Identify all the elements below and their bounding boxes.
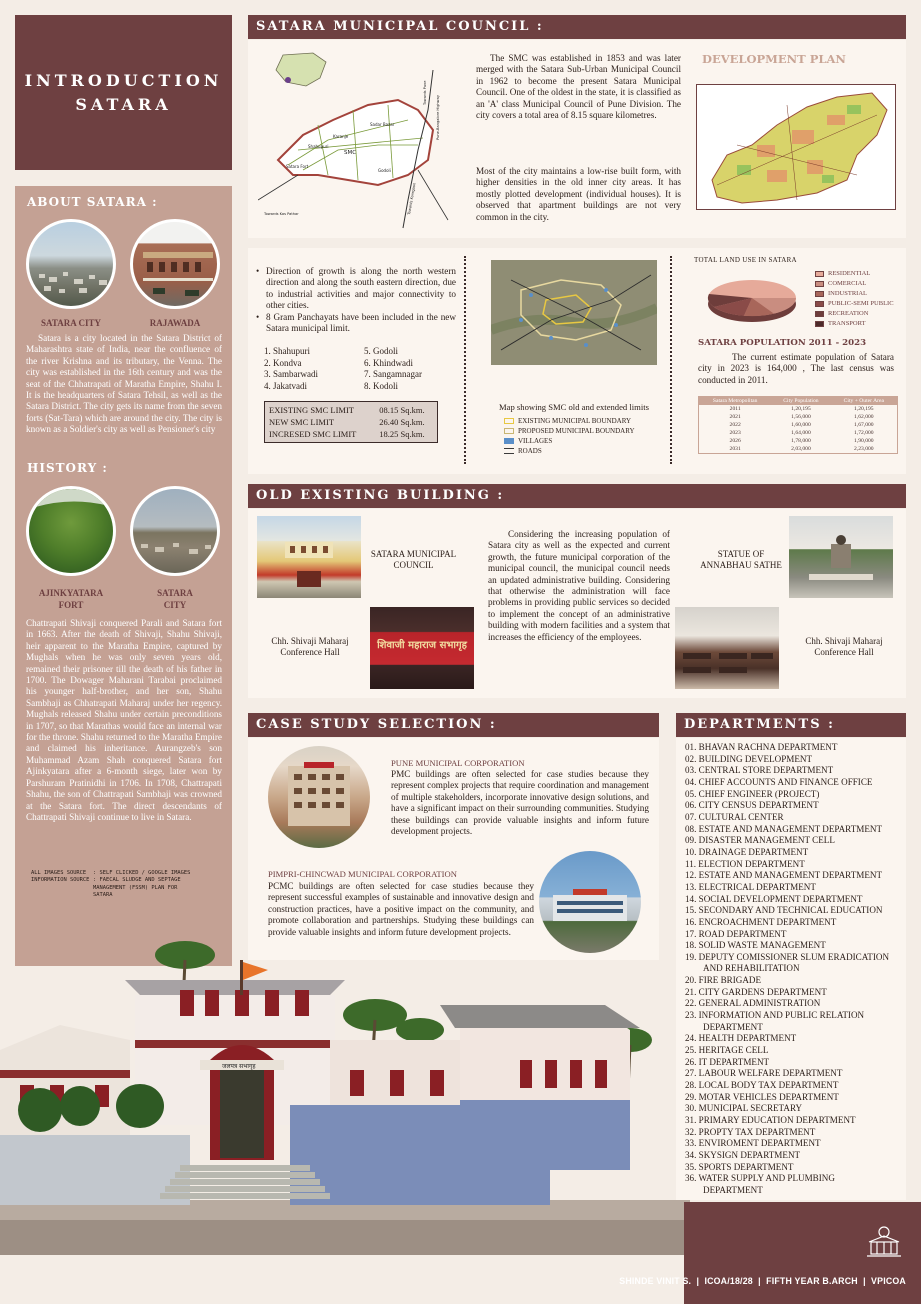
department-item: 31. PRIMARY EDUCATION DEPARTMENT [685, 1115, 856, 1125]
map-label-koregaon: Towards Koregaon [407, 182, 417, 216]
village-8: 8. Kodoli [364, 380, 399, 391]
caption-statue-1: STATUE OF [717, 549, 765, 559]
pop-h-3: City + Outer Area [843, 398, 884, 404]
caption-council-1: SATARA MUNICIPAL [370, 549, 457, 559]
footer-credit: SHINDE VINIT S. | ICOA/18/28 | FIFTH YEAR B.ARCH | VPICOA [619, 1276, 906, 1286]
landuse-public: PUBLIC-SEMI PUBLIC [828, 300, 894, 307]
department-item: 19. DEPUTY COMISSIONER SLUM ERADICATION [685, 951, 890, 962]
pop-city: 1,56,000 [791, 414, 811, 420]
department-item: 18. SOLID WASTE MANAGEMENT [685, 940, 826, 951]
department-item: 04. CHIEF ACCOUNTS AND FINANCE OFFICE [685, 776, 873, 787]
map-label-sadar: Sadar Bazar [370, 122, 395, 127]
limit-value: 26.40 Sq.km. [379, 417, 425, 427]
source-label-2: INFORMATION SOURCE [31, 877, 90, 884]
pop-h-2: City Population [783, 398, 819, 404]
pop-outer: 1,67,000 [854, 422, 874, 428]
caption-statue-2: ANNABHAU SATHE [700, 560, 782, 570]
limit-label: EXISTING SMC LIMIT [269, 405, 354, 415]
pop-city: 1,78,000 [791, 438, 811, 444]
pop-outer: 1,20,195 [854, 406, 874, 412]
pop-outer: 1,90,000 [854, 438, 874, 444]
smc-banner: SATARA MUNICIPAL COUNCIL : [248, 15, 906, 39]
landuse-legend-item [815, 310, 894, 317]
limit-row [265, 416, 437, 428]
case-study-banner: CASE STUDY SELECTION : [248, 713, 659, 737]
departments-banner: DEPARTMENTS : [676, 713, 906, 737]
legend-existing-label: EXISTING MUNICIPAL BOUNDARY [518, 417, 632, 425]
landuse-transport: TRANSPORT [828, 320, 866, 327]
landuse-recreation: RECREATION [828, 310, 869, 317]
pop-year: 2011 [729, 406, 741, 412]
map-label-karanje: Karanje [333, 134, 349, 139]
old-building-text: Considering the increasing population of Satara city as well as the expected and current growth, the future municipal corporation of the municipal council, the municipal council needs an updated administrative building. Considering that otherwise the administration will face problems in providing public services so decided to implement the concept of an administrative building with modern facilities and a system that increases the efficiency of the employees. [488, 529, 670, 642]
department-item: 02. BUILDING DEVELOPMENT [685, 753, 813, 764]
department-item: 09. DISASTER MANAGEMENT CELL [685, 835, 835, 846]
smc-text-2: Most of the city maintains a low-rise built form, with higher densities in the old inner city areas. It has mostly plotted development (individual houses). It is observed that apartment buildings are not very common in the city. [476, 166, 681, 222]
caption-hall-left-2: Conference Hall [280, 647, 340, 657]
college-logo-icon [863, 1224, 905, 1260]
department-item: 07. CULTURAL CENTER [685, 811, 784, 822]
village-list [264, 346, 454, 392]
department-item: DEPARTMENT [703, 1184, 763, 1195]
caption-rajawada: RAJAWADA [149, 318, 201, 328]
caption-satara-city: SATARA CITY [41, 318, 101, 328]
landuse-residential: RESIDENTIAL [828, 270, 871, 277]
satara-city-photo-2 [130, 486, 220, 576]
population-row [699, 437, 898, 445]
landuse-title: TOTAL LAND USE IN SATARA [694, 256, 797, 264]
department-item: 14. SOCIAL DEVELOPMENT DEPARTMENT [685, 893, 863, 904]
department-item: 10. DRAINAGE DEPARTMENT [685, 846, 809, 857]
map-label-shahupuri: Shahupuri [308, 144, 329, 149]
pop-city: 1,20,195 [791, 406, 811, 412]
old-building-banner: OLD EXISTING BUILDING : [248, 484, 906, 508]
population-title: SATARA POPULATION 2011 - 2023 [698, 338, 867, 348]
history-heading: HISTORY : [27, 461, 108, 475]
caption-ajinkyatara-1: AJINKYATARA [38, 588, 104, 598]
growth-bullets [256, 266, 456, 334]
pop-city: 1,64,000 [791, 430, 811, 436]
department-item: 12. ESTATE AND MANAGEMENT DEPARTMENT [685, 870, 883, 881]
village-6: 6. Khindwadi [364, 357, 413, 368]
landuse-legend-item [815, 280, 894, 287]
pmc-text: PMC buildings are often selected for case studies because they represent complex projects that require coordination and management of multiple stakeholders, incorporate innovative design solutions, and have a significant impact on their surrounding communities. Studying these buildings can provide valuable insights and inform future development projects. [391, 769, 649, 837]
limit-row [265, 404, 437, 416]
department-item: 28. LOCAL BODY TAX DEPARTMENT [685, 1080, 839, 1091]
department-item: 35. SPORTS DEPARTMENT [685, 1161, 794, 1172]
population-row [699, 429, 898, 437]
hall-sign-text: शिवाजी महाराज सभागृह [377, 640, 467, 651]
satara-location-map [258, 50, 468, 230]
departments-card [676, 738, 906, 1200]
department-item: 24. HEALTH DEPARTMENT [685, 1033, 797, 1044]
department-item: 13. ELECTRICAL DEPARTMENT [685, 881, 816, 892]
growth-bullet-2-text: 8 Gram Panchayats have been included in the new Satara municipal limit. [266, 311, 456, 334]
population-row [699, 421, 898, 429]
department-item: 26. IT DEPARTMENT [685, 1056, 770, 1067]
smc-card [248, 40, 906, 238]
landuse-commercial: COMERCIAL [828, 280, 867, 287]
department-item: 21. CITY GARDENS DEPARTMENT [685, 986, 827, 997]
legend-proposed-label: PROPOSED MUNICIPAL BOUNDARY [518, 427, 635, 435]
map-label-fort: Satara Fort [286, 164, 309, 169]
smc-text-1: The SMC was established in 1853 and was later merged with the Satara Sub-Urban Municipal Council in 1962 to become the present Satara Municipal Council. One of the oldest in the state, it is classified as an 'A' class Municipal Council of Pune Division. The city covers a total area of 8.15 square kilometres. [476, 53, 681, 121]
caption-hall-right-1: Chh. Shivaji Maharaj [805, 636, 883, 646]
pop-city: 2,03,000 [791, 446, 811, 452]
village-3: 3. Sambarwadi [264, 369, 318, 379]
growth-bullet-2: • 8 Gram Panchayats have been included in the new Satara municipal limit. [256, 311, 456, 334]
map-legend [504, 417, 635, 455]
limit-label: INCRESED SMC LIMIT [269, 429, 357, 439]
pop-outer: 2,23,000 [854, 446, 874, 452]
caption-hall-right-2: Conference Hall [814, 647, 874, 657]
pop-year: 2026 [729, 438, 741, 444]
legend-item-roads [504, 447, 635, 455]
limit-value: 18.25 Sq.km. [379, 429, 425, 439]
municipal-building-illustration [0, 920, 690, 1255]
ajinkyatara-fort-photo [26, 486, 116, 576]
limit-row [265, 428, 437, 440]
divider-left [464, 256, 466, 464]
pmc-building-photo [268, 746, 370, 848]
source-notes [31, 870, 221, 899]
population-table [698, 396, 898, 454]
growth-bullet-1: • Direction of growth is along the north western direction and along the south eastern direction, due to industrial activities and major connectivity to other cities. [256, 266, 456, 311]
landuse-legend-item [815, 300, 894, 307]
department-item: 29. MOTAR VEHICLES DEPARTMENT [685, 1091, 839, 1102]
development-plan-map [696, 84, 896, 210]
population-text: The current estimate population of Satara city in 2023 is 164,000 , The last census was conducted in 2011. [698, 352, 894, 385]
department-item: 32. PROPTY TAX DEPARTMENT [685, 1126, 816, 1137]
village-4: 4. Jakatvadi [264, 380, 307, 391]
legend-roads-label: ROADS [518, 447, 542, 455]
department-item: 20. FIRE BRIGADE [685, 975, 762, 986]
landuse-legend [815, 270, 894, 330]
department-item: DEPARTMENT [703, 1021, 763, 1032]
pcmc-title: PIMPRI-CHINCWAD MUNICIPAL CORPORATION [268, 869, 457, 879]
department-item: 08. ESTATE AND MANAGEMENT DEPARTMENT [685, 823, 883, 834]
history-text: Chattrapati Shivaji conquered Parali and Satara fort in 1663. After the death of Shivaji, Shahu Shivaji, heir apparent to the Maratha Empire, captured by Mughals when he was only seven years old, remained their prisoner till the death of his father in 1700. The Dowager Maharani Tarabai proclaimed his younger half-brother, and her son, Shahu Sambhaji as Chhatrapati Maharaj under her regency. Mughals released Shahu under certain preconditions in 1707, so that Marathas would face an internal war for the throne. Shahu returned to the Maratha Empire and claimed his inheritance. Aurangzeb's son Muhammad Azam Shah conquered Satara fort Ajinkyatara after a 6-month siege, later won by Parshuram Pratinidhi in 1706. In 1708, Chattrapati Shahu, the son of Chattrapati Sambhaji was crowned at the Satara fort. The direct descendants of Chattrapati Shivaji continue to live in Satara. [26, 618, 222, 822]
pop-outer: 1,72,000 [854, 430, 874, 436]
smc-limit-table [265, 404, 437, 440]
satara-city-photo [26, 219, 116, 309]
caption-satara-city-2b: CITY [163, 600, 187, 610]
pop-year: 2021 [729, 414, 741, 420]
caption-council-2: COUNCIL [393, 560, 434, 570]
conference-hall-sign-photo [370, 607, 474, 689]
population-row [699, 405, 898, 413]
smc-limit-box [264, 401, 438, 443]
map-label-smc: SMC [344, 150, 357, 156]
about-text: Satara is a city located in the Satara District of Maharashtra state of India, near the confluence of the river Krishna and its tributary, the Venna. The city was established in the 16th century and was the seat of the Chhatrapati of Maratha Empire, Shahu I. It is the headquarters of Satara Tehsil, as well as the Satara District. The city gets its name from the seven forts (Sat-Tara) which are around the city. The city is known as a Soldier's city as well as Pensioner's city [26, 333, 222, 435]
landuse-industrial: INDUSTRIAL [828, 290, 867, 297]
pop-year: 2031 [729, 446, 741, 452]
dev-plan-title: DEVELOPMENT PLAN [702, 52, 846, 66]
legend-villages-label: VILLAGES [518, 437, 553, 445]
map-label-pune: Towards Pune [423, 80, 427, 105]
source-value-1: : SELF CLICKED / GOOGLE IMAGES [93, 870, 191, 876]
landuse-legend-item [815, 270, 894, 277]
population-header [699, 397, 898, 406]
statue-photo [789, 516, 893, 598]
department-item: 33. ENVIROMENT DEPARTMENT [685, 1138, 821, 1149]
department-item: 30. MUNICIPAL SECRETARY [685, 1103, 803, 1114]
caption-ajinkyatara-2: FORT [58, 600, 84, 610]
landuse-legend-item [815, 320, 894, 327]
sidebar-panel [15, 186, 232, 966]
department-item: 23. INFORMATION AND PUBLIC RELATION [685, 1010, 865, 1021]
departments-list [685, 742, 905, 1197]
village-1: 1. Shahupuri [264, 346, 310, 356]
village-5: 5. Godoli [364, 346, 399, 356]
population-row [699, 445, 898, 454]
village-2: 2. Kondva [264, 357, 302, 368]
growth-bullet-1-text: Direction of growth is along the north western direction and along the south eastern direction, due to industrial activities and major connectivity to other cities. [266, 266, 456, 311]
department-item: 03. CENTRAL STORE DEPARTMENT [685, 765, 834, 776]
conference-hall-photo [675, 607, 779, 689]
village-7: 7. Sangamnagar [364, 369, 422, 379]
limit-label: NEW SMC LIMIT [269, 417, 335, 427]
source-value-2: : FAECAL SLUDGE AND SEPTAGE MANAGEMENT (FSSM) PLAN FOR SATARA [93, 877, 181, 898]
legend-item-existing [504, 417, 635, 425]
pop-year: 2023 [729, 430, 741, 436]
department-item: 01. BHAVAN RACHNA DEPARTMENT [685, 742, 838, 752]
department-item: 27. LABOUR WELFARE DEPARTMENT [685, 1068, 843, 1079]
intro-title-line1: INTRODUCTION [24, 71, 223, 90]
landuse-pie-chart [704, 272, 800, 324]
footer-bar [684, 1202, 921, 1304]
caption-satara-city-2a: SATARA [157, 588, 193, 598]
legend-item-villages [504, 437, 635, 445]
pop-year: 2022 [729, 422, 741, 428]
growth-card [248, 248, 906, 474]
pmc-title: PUNE MUNICIPAL CORPORATION [391, 758, 525, 768]
limit-value: 08.15 Sq.km. [379, 405, 425, 415]
department-item: 06. CITY CENSUS DEPARTMENT [685, 800, 819, 811]
department-item: 17. ROAD DEPARTMENT [685, 928, 787, 939]
map-label-highway: Pune-Bangalore Highway [436, 95, 440, 140]
landuse-legend-item [815, 290, 894, 297]
intro-title-box [15, 15, 232, 170]
map-label-kas: Towards Kas Pathar [264, 212, 299, 216]
map-caption: Map showing SMC old and extended limits [499, 402, 649, 412]
smc-limits-map [491, 260, 657, 365]
pcmc-text: PCMC buildings are often selected for case studies because they represent successful examples of sustainable and innovative design and construction practices, have a positive impact on the community, and promote collaboration and partnerships. Studying these buildings can provide valuable insights and inform future development projects. [268, 881, 534, 937]
council-building-photo [257, 516, 361, 598]
department-item: 34. SKYSIGN DEPARTMENT [685, 1149, 801, 1160]
department-item: 25. HERITAGE CELL [685, 1045, 769, 1056]
department-item: AND REHABILITATION [703, 963, 800, 974]
department-item: 16. ENCROACHMENT DEPARTMENT [685, 916, 837, 927]
department-item: 36. WATER SUPPLY AND PLUMBING [685, 1173, 835, 1184]
pop-outer: 1,62,000 [854, 414, 874, 420]
pop-city: 1,60,000 [791, 422, 811, 428]
department-item: 11. ELECTION DEPARTMENT [685, 858, 805, 869]
pop-h-1: Satara Metropolitan [712, 398, 758, 404]
legend-item-proposed [504, 427, 635, 435]
map-label-godoli: Godoli [378, 168, 391, 173]
old-building-card [248, 509, 906, 698]
caption-hall-left-1: Chh. Shivaji Maharaj [271, 636, 349, 646]
divider-right [670, 256, 672, 464]
department-item: 05. CHIEF ENGINEER (PROJECT) [685, 788, 820, 799]
building-sign-text: जलपत्र सभागृह [222, 1063, 256, 1070]
population-row [699, 413, 898, 421]
intro-title-line2: SATARA [75, 95, 172, 114]
about-heading: ABOUT SATARA : [27, 195, 158, 209]
department-item: 22. GENERAL ADMINISTRATION [685, 998, 821, 1009]
department-item: 15. SECONDARY AND TECHNICAL EDUCATION [685, 905, 883, 916]
source-label-1: ALL IMAGES SOURCE [31, 870, 87, 876]
rajawada-photo [130, 219, 220, 309]
